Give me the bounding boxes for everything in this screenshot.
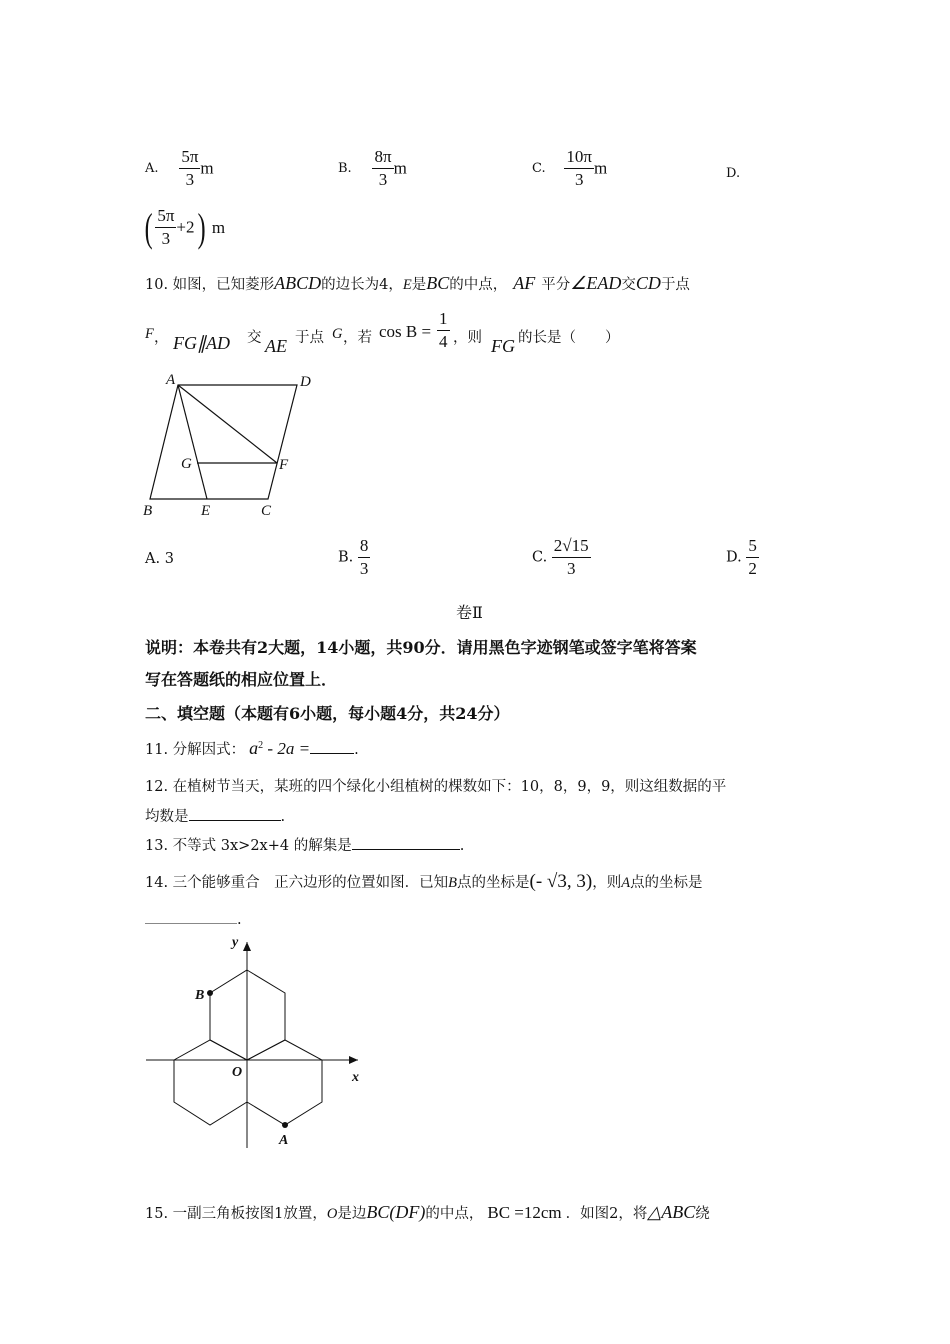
numerator: 8π [372, 148, 393, 169]
numerator: 10π [564, 148, 594, 169]
text: 于点 [295, 330, 324, 346]
math-a: A [621, 875, 631, 891]
text: ．如图2，将 [565, 1206, 648, 1222]
label-b: B [195, 988, 205, 1003]
fraction [372, 148, 393, 189]
label-a: A [279, 1133, 289, 1148]
q9-option-d-label [726, 163, 740, 181]
label-x: x [352, 1070, 359, 1085]
rhombus-abcd [150, 385, 297, 499]
math-cos-b: cos B = [379, 322, 432, 341]
numerator: 5 [746, 537, 759, 558]
label-e: E [201, 503, 211, 519]
numerator: 8 [358, 537, 371, 558]
unit: m [594, 158, 608, 178]
denominator: 3 [566, 558, 576, 578]
unit: m [211, 217, 226, 237]
q12-line2 [145, 805, 285, 826]
math-ae: AE [265, 336, 287, 356]
text: 是 [411, 277, 427, 293]
text: 平分 [541, 277, 571, 293]
answer-blank[interactable] [310, 739, 354, 754]
numerator: 5π [179, 148, 200, 169]
text: ，则 [592, 875, 622, 891]
answer-blank[interactable] [145, 909, 237, 924]
denominator: 3 [359, 558, 369, 578]
text: 均数是 [145, 809, 189, 825]
text: 点的坐标是 [457, 875, 530, 891]
point-a [282, 1122, 288, 1128]
part-title: 二、填空题（本题有6小题，每小题4分，共24分） [145, 704, 510, 723]
text: ， [154, 330, 169, 346]
option-label: B. [338, 549, 354, 566]
math-fg-parallel-ad: FG∥AD [173, 333, 230, 353]
fraction [746, 537, 759, 578]
math-rest: - 2a = [263, 739, 311, 758]
label-g: G [181, 456, 192, 472]
rhombus-figure [140, 368, 330, 528]
section-note-line2: 写在答题纸的相应位置上． [145, 670, 338, 689]
q9-option-b [338, 148, 407, 189]
text: 如图，已知菱形 [172, 277, 275, 293]
text: 一副三角板按图1放置， [172, 1206, 327, 1222]
math-cd: CD [635, 273, 661, 293]
text: . [459, 838, 465, 854]
q10-option-b [338, 537, 370, 578]
text: . [354, 742, 359, 758]
denominator: 2 [748, 558, 757, 578]
text: 分解因式： [172, 742, 246, 758]
option-value: 3 [164, 551, 174, 567]
option-label: A. [145, 551, 161, 567]
math-bc: BC [426, 273, 450, 293]
hexagon-left [174, 1040, 247, 1125]
q10-option-d [726, 537, 759, 578]
left-paren: ( [144, 205, 153, 250]
answer-blank[interactable] [352, 835, 460, 850]
segment-ae [178, 385, 207, 499]
right-paren: ) [197, 205, 206, 250]
math-af: AF [513, 273, 536, 293]
q15 [145, 1202, 710, 1223]
text: 的中点， [425, 1206, 484, 1222]
text: 14. 三个能够重合 正六边形的位置如图．已知 [145, 875, 449, 891]
exponent: 2 [258, 740, 264, 752]
denominator: 3 [185, 169, 195, 189]
math-o: O [326, 1206, 338, 1222]
text: 是边 [337, 1206, 367, 1222]
option-label: C. [532, 549, 548, 566]
section-note-line1: 说明：本卷共有2大题，14小题，共90分．请用黑色字迹钢笔或签字笔将答案 [145, 638, 697, 657]
text: 于点 [660, 277, 690, 293]
q12-line1: 12. 在植树节当天，某班的四个绿化小组植树的棵数如下：10，8，9，9，则这组数据的平 [145, 779, 727, 795]
option-label: A. [145, 160, 159, 176]
question-number: 10. [145, 277, 169, 293]
point-b [207, 990, 213, 996]
math-angle: ∠EAD [570, 273, 622, 293]
denominator: 3 [161, 229, 171, 248]
option-label: D. [726, 166, 741, 181]
label-d: D [300, 374, 311, 390]
fraction [564, 148, 594, 189]
q9-option-d [142, 204, 225, 251]
question-number: 11. [145, 742, 169, 758]
math-coordinate: (- √3, 3) [529, 871, 593, 892]
math-bc-length: BC =12cm [487, 1203, 562, 1222]
q10-option-a [145, 551, 174, 567]
text: . [237, 912, 242, 928]
fraction [155, 207, 176, 248]
math-f: F [145, 326, 154, 342]
option-label: D. [726, 549, 742, 566]
fraction [552, 537, 591, 578]
denominator: 3 [378, 169, 388, 189]
unit: m [393, 158, 407, 178]
text: 交 [247, 330, 262, 346]
unit: m [200, 158, 214, 178]
math-triangle-abc: △ABC [647, 1202, 696, 1222]
hexagon-figure [140, 930, 380, 1155]
q10-option-c [532, 537, 591, 578]
q10-line1 [145, 273, 690, 294]
text: 绕 [695, 1206, 710, 1222]
math-bc-df: BC(DF) [366, 1202, 426, 1222]
denominator: 3 [574, 169, 584, 189]
label-y: y [232, 935, 239, 950]
option-label: C. [532, 160, 546, 176]
math-e: E [402, 277, 412, 293]
label-o: O [232, 1065, 243, 1080]
q14-line1 [145, 871, 703, 893]
q14-line2 [145, 909, 242, 928]
option-label: B. [338, 160, 352, 176]
section-title: 卷Ⅱ [456, 603, 483, 622]
text: 交 [621, 277, 636, 293]
fraction [179, 148, 200, 189]
numerator: 5π [155, 207, 176, 228]
q13 [145, 834, 464, 855]
label-c: C [261, 503, 272, 519]
text: 13. 不等式 3x>2x+4 的解集是 [145, 838, 352, 854]
text: . [280, 809, 286, 825]
math-abcd: ABCD [274, 273, 322, 293]
q9-option-a [145, 148, 214, 189]
text: 的边长为4， [321, 277, 403, 293]
fraction [358, 537, 371, 578]
text: 点的坐标是 [630, 875, 703, 891]
math-fg: FG [491, 336, 515, 356]
numerator: 1 [437, 310, 450, 331]
text: 的长是（ ） [518, 330, 620, 346]
math-g: G [332, 326, 343, 342]
q9-option-c [532, 148, 607, 189]
q11 [145, 738, 359, 759]
label-a: A [166, 372, 176, 388]
fraction-cos [437, 310, 450, 351]
math-b: B [448, 875, 458, 891]
segment-af [178, 385, 277, 463]
math-a: a [249, 738, 259, 758]
text: 的中点， [449, 277, 508, 293]
text: ，则 [453, 330, 482, 346]
label-f: F [279, 457, 289, 473]
answer-blank[interactable] [189, 806, 281, 821]
denominator: 4 [439, 331, 448, 351]
hexagon-right [247, 1040, 322, 1125]
numerator: 2√15 [552, 537, 591, 558]
text: ，若 [343, 330, 372, 346]
plus-term: +2 [176, 217, 195, 237]
question-number: 15. [145, 1206, 169, 1222]
label-b: B [143, 503, 153, 519]
